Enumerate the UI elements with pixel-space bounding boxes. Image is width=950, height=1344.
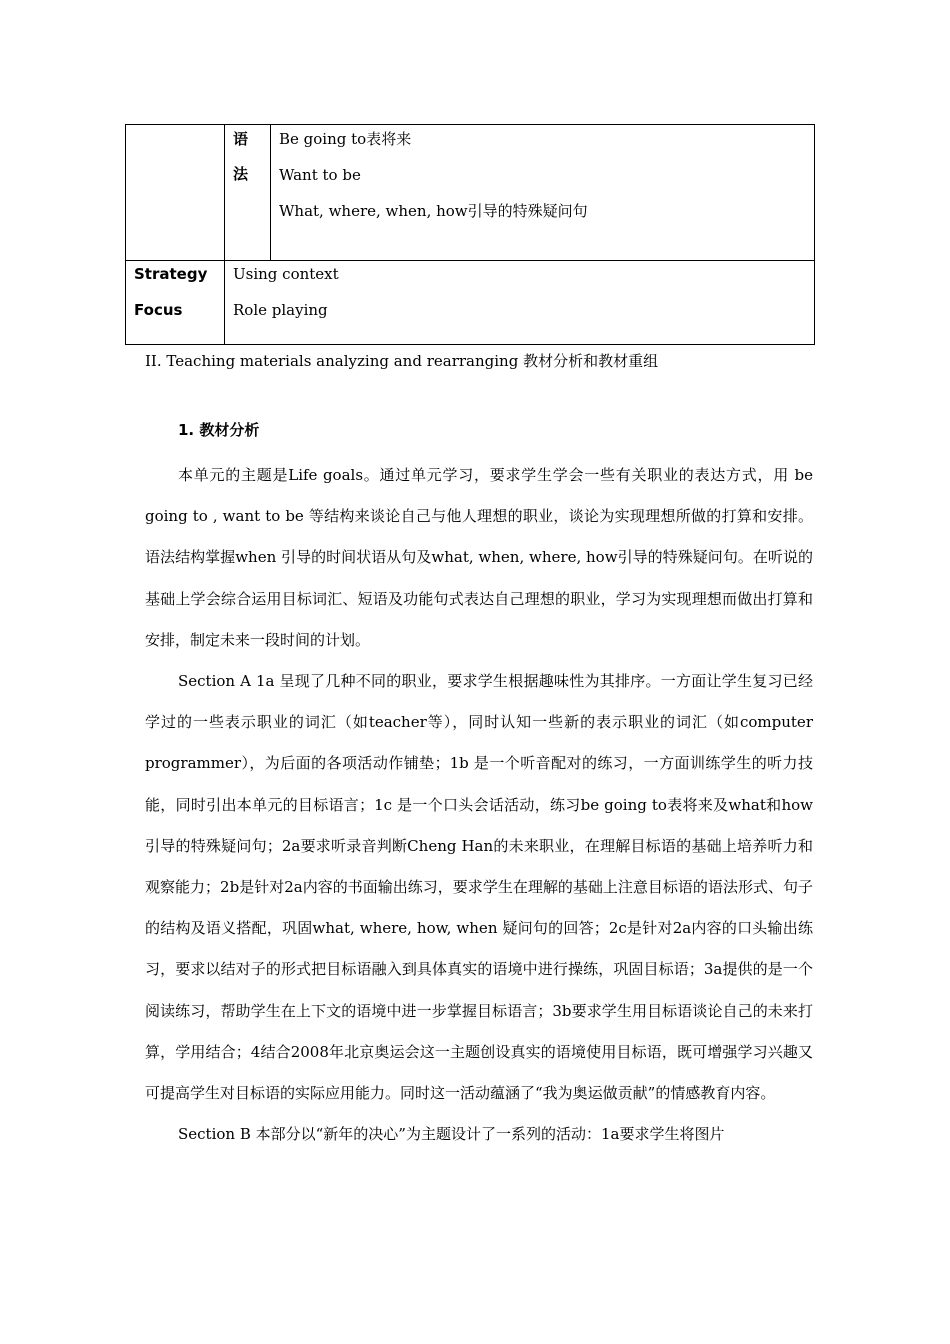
grammar-item: What, where, when, how引导的特殊疑问句: [279, 202, 588, 220]
paragraph: 本单元的主题是Life goals。通过单元学习，要求学生学会一些有关职业的表达方式，用 be going to , want to be 等结构来谈论自己与他人理想的职业，谈论为实现理想所做的打算和安排。语法结构掌握when 引导的时间状语从句及what, when, where, how引导的特殊疑问句。在听说的基础上学会综合运用目标词汇、短语及功能句式表达自己理想的职业，学习为实现理想而做出打算和安排，制定未来一段时间的计划。: [145, 466, 813, 649]
strategy-row: [126, 261, 815, 345]
grammar-content-cell: [271, 125, 815, 261]
subheading: 1. 教材分析: [178, 421, 260, 439]
section-heading: II. Teaching materials analyzing and rearranging 教材分析和教材重组: [145, 352, 659, 370]
paragraph: Section A 1a 呈现了几种不同的职业，要求学生根据趣味性为其排序。一方面让学生复习已经学过的一些表示职业的词汇（如teacher等），同时认知一些新的表示职业的词汇（如computer programmer），为后面的各项活动作铺垫；1b 是一个听音配对的练习，一方面训练学生的听力技能，同时引出本单元的目标语言；1c 是一个口头会话活动，练习be going to表将来及what和how 引导的特殊疑问句；2a要求听录音判断Cheng Han的未来职业，在理解目标语的基础上培养听力和观察能力；2b是针对2a内容的书面输出练习，要求学生在理解的基础上注意目标语的语法形式、句子的结构及语义搭配，巩固what, where, how, when 疑问句的回答；2c是针对2a内容的口头输出练习，要求以结对子的形式把目标语融入到具体真实的语境中进行操练，巩固目标语；3a提供的是一个阅读练习，帮助学生在上下文的语境中进一步掌握目标语言；3b要求学生用目标语谈论自己的未来打算，学用结合；4结合2008年北京奥运会这一主题创设真实的语境使用目标语，既可增强学习兴趣又可提高学生对目标语的实际应用能力。同时这一活动蕴涵了“我为奥运做贡献”的情感教育内容。: [145, 672, 813, 1103]
strategy-content-cell: [225, 261, 815, 345]
grammar-item: Want to be: [279, 166, 361, 184]
strategy-label-cell: [126, 261, 225, 345]
grammar-label-cell: [225, 125, 271, 261]
grammar-label-char: 法: [233, 165, 249, 183]
body-text: [145, 455, 813, 1155]
strategy-item: Role playing: [233, 301, 328, 319]
empty-cell: [126, 125, 225, 261]
strategy-item: Using context: [233, 265, 339, 283]
paragraph: Section B 本部分以“新年的决心”为主题设计了一系列的活动：1a要求学生将图片: [178, 1125, 725, 1144]
grammar-item: Be going to表将来: [279, 130, 412, 148]
grammar-row: [126, 125, 815, 261]
strategy-label-line: Strategy: [134, 265, 208, 283]
grammar-label-char: 语: [233, 130, 249, 148]
objectives-table: [125, 124, 815, 345]
strategy-label-line: Focus: [134, 301, 183, 319]
